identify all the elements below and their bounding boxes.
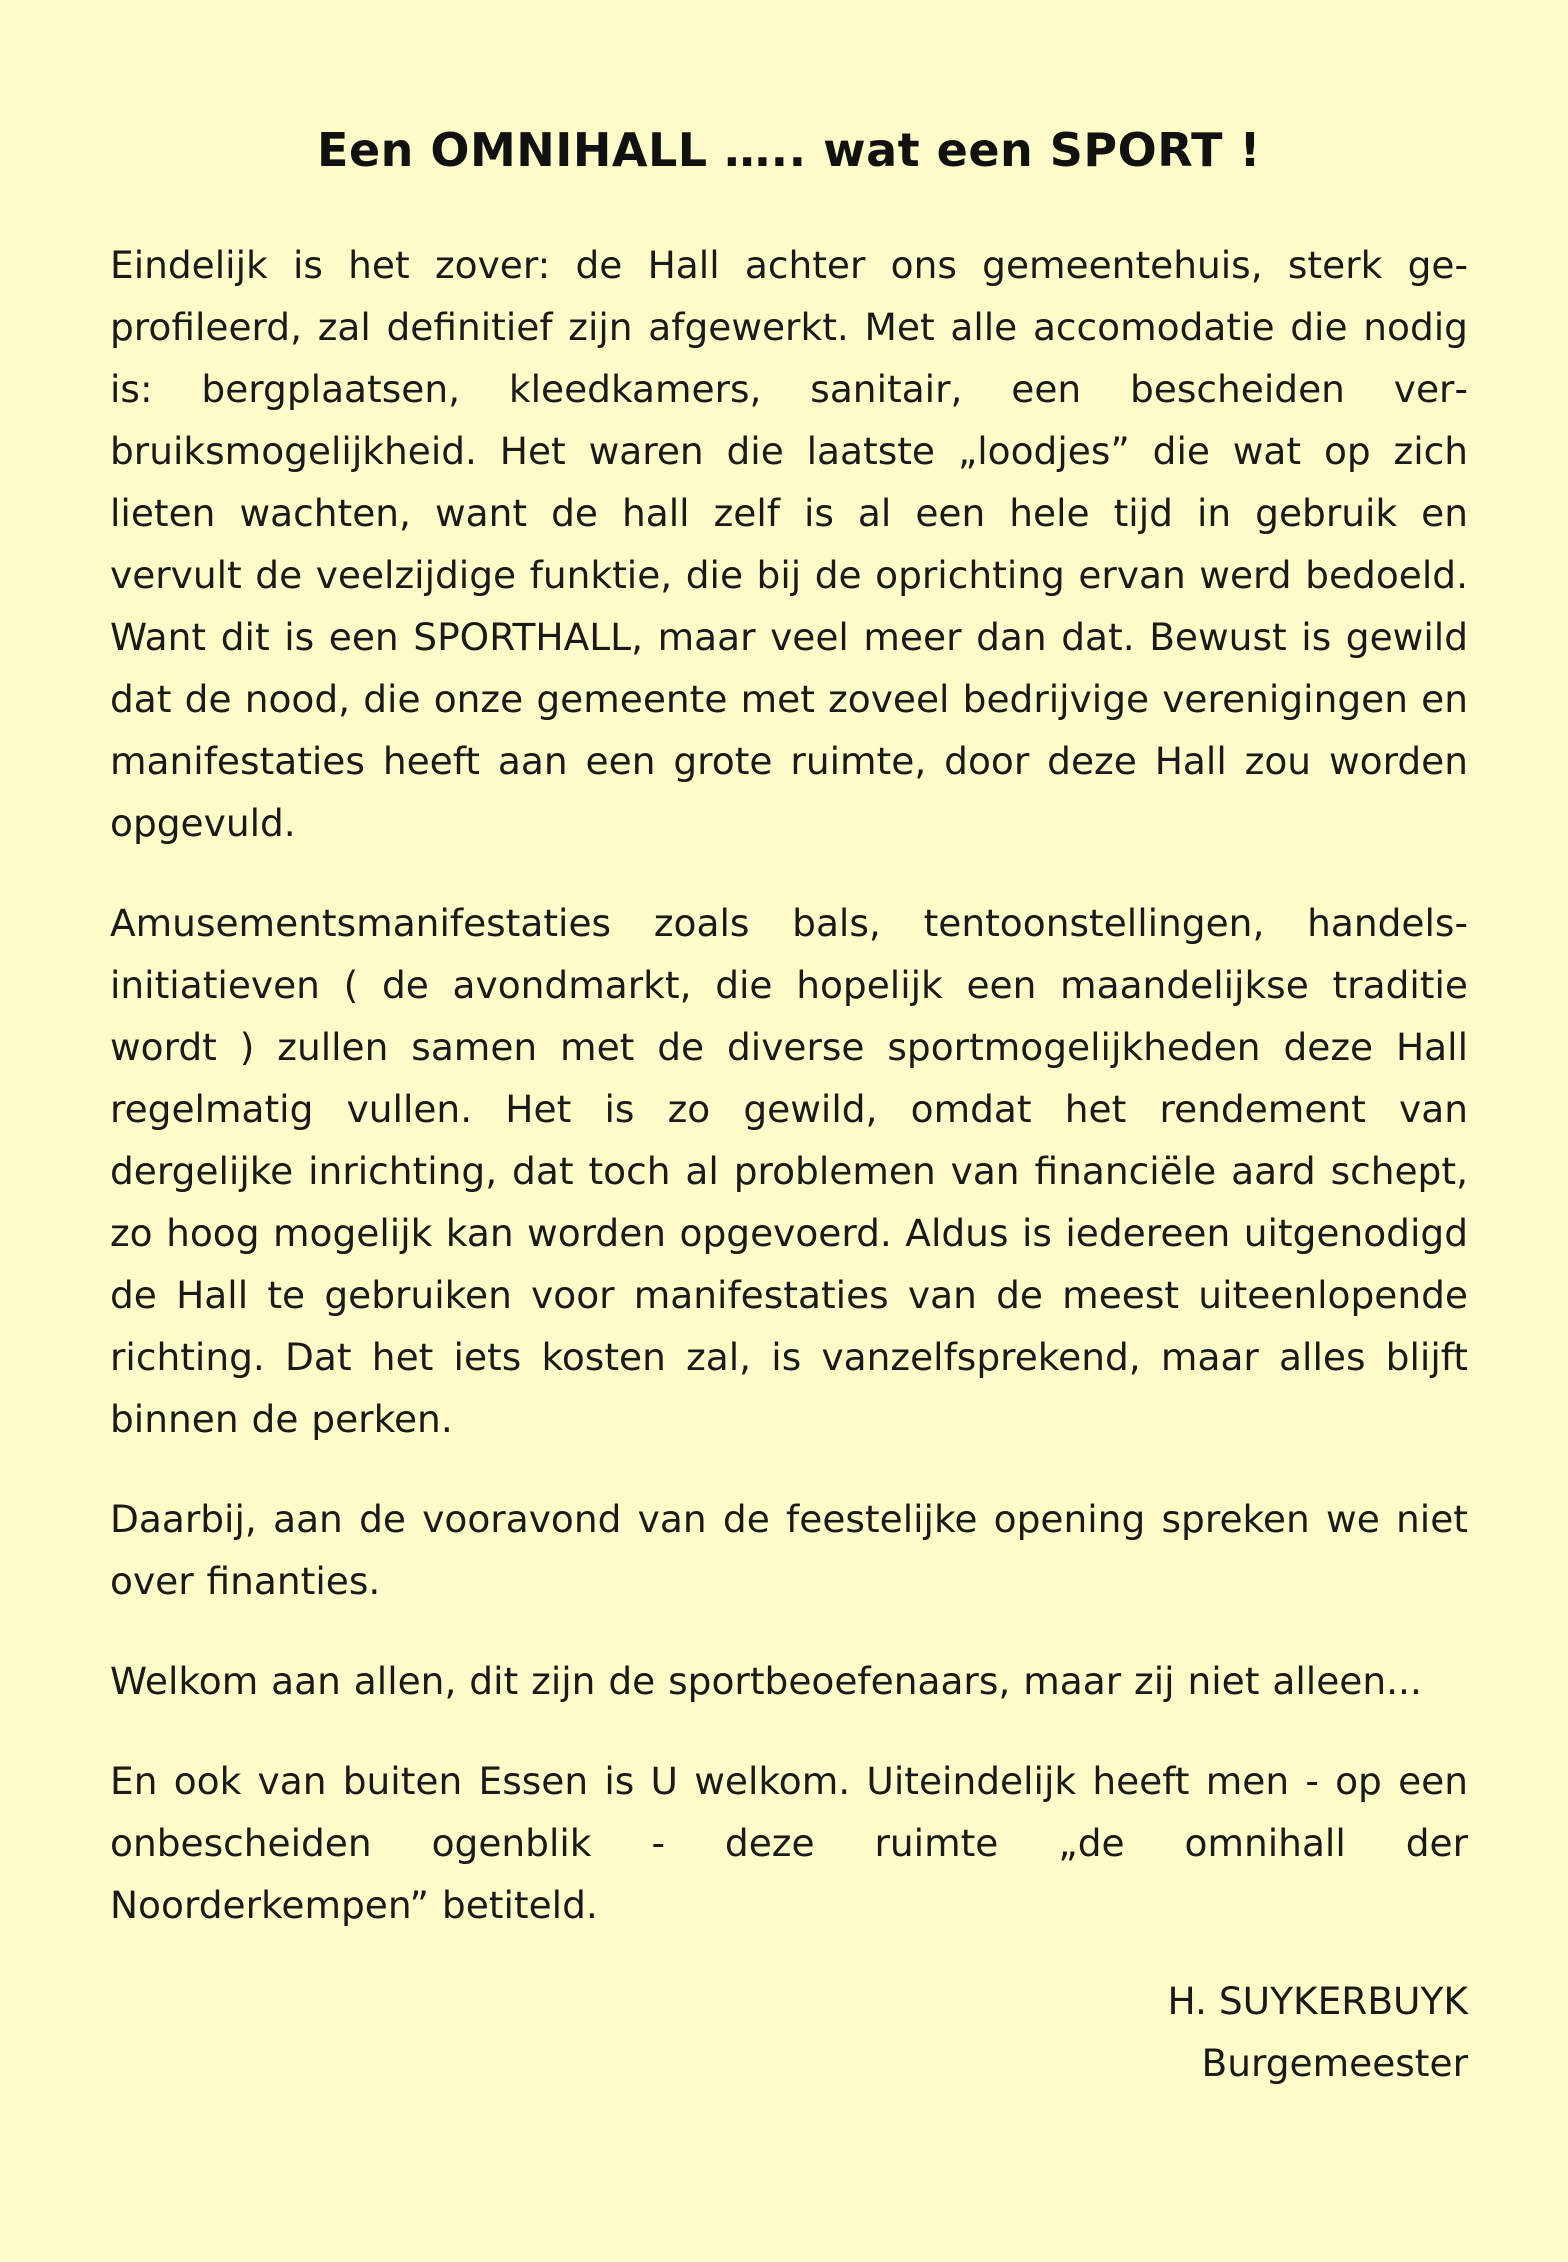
paragraph: Daarbij, aan de vooravond van de feestelijke opening spreken we niet over finanties.	[110, 1497, 1468, 1603]
document-title: Een OMNIHALL ….. wat een SPORT !	[317, 123, 1261, 177]
paragraph: En ook van buiten Essen is U welkom. Uiteindelijk heeft men - op een onbescheiden ogenblik - deze ruimte „de omnihall der Noorderkempen” betiteld.	[110, 1759, 1468, 1927]
paragraph: Welkom aan allen, dit zijn de sportbeoefenaars, maar zij niet alleen...	[110, 1659, 1422, 1703]
paragraph: Eindelijk is het zover: de Hall achter ons gemeentehuis, sterk geprofileerd, zal definitief zijn afgewerkt. Met alle accomodatie die nodig is: bergplaatsen, kleedkamers, sanitair, een bescheiden verbruiksmogelijkheid. Het waren die laatste „loodjes” die wat op zich lieten wachten, want de hall zelf is al een hele tijd in gebruik en vervult de veelzijdige funktie, die bij de oprichting ervan werd bedoeld. Want dit is een SPORTHALL, maar veel meer dan dat. Bewust is gewild dat de nood, die onze gemeente met zoveel bedrijvige verenigingen en manifestaties heeft aan een grote ruimte, door deze Hall zou worden opgevuld.	[110, 243, 1468, 845]
signature-role: Burgemeester	[1201, 2041, 1468, 2085]
document-page	[110, 0, 1468, 2094]
paragraph: Amusementsmanifestaties zoals bals, tentoonstellingen, handels-initiatieven ( de avondmarkt, die hopelijk een maandelijkse traditie wordt ) zullen samen met de diverse sportmogelijkheden deze Hall regelmatig vullen. Het is zo gewild, omdat het rendement van dergelijke inrichting, dat toch al problemen van financiële aard schept, zo hoog mogelijk kan worden opgevoerd. Aldus is iedereen uitgenodigd de Hall te gebruiken voor manifestaties van de meest uiteenlopende richting. Dat het iets kosten zal, is vanzelfsprekend, maar alles blijft binnen de perken.	[110, 901, 1468, 1441]
signature-block	[110, 1970, 1468, 2094]
signature-name: H. SUYKERBUYK	[1167, 1979, 1468, 2023]
